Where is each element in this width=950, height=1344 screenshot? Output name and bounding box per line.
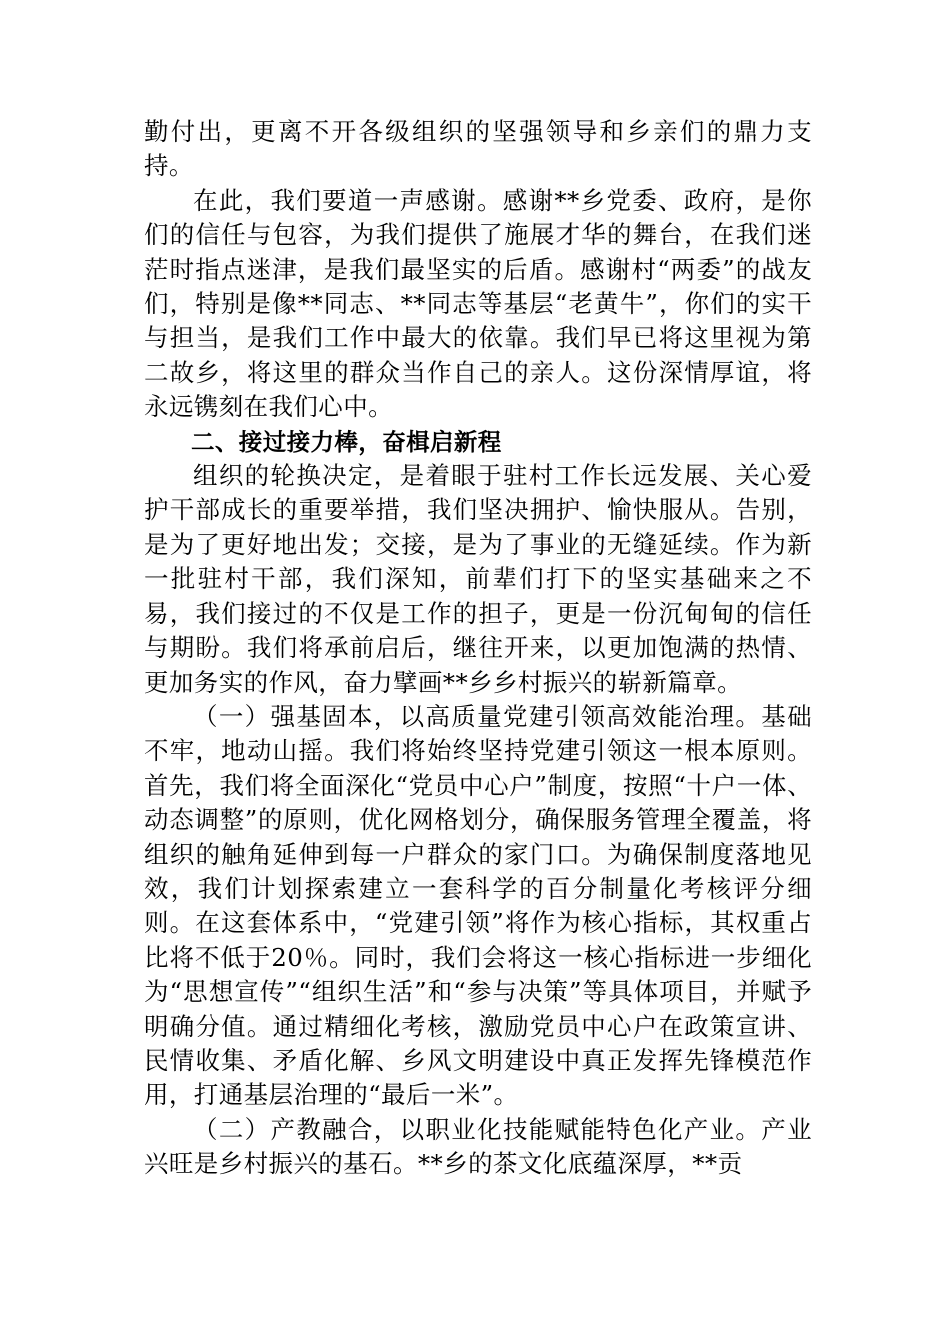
- paragraph-party-building: （一）强基固本，以高质量党建引领高效能治理。基础不牢，地动山摇。我们将始终坚持党建引领这一根本原则。首先，我们将全面深化“党员中心户”制度，按照“十户一体、动态调整”的原则，优化网格划分，确保服务管理全覆盖，将组织的触角延伸到每一户群众的家门口。为确保制度落地见效，我们计划探索建立一套科学的百分制量化考核评分细则。在这套体系中，“党建引领”将作为核心指标，其权重占比将不低于20％。同时，我们会将这一核心指标进一步细化为“思想宣传”“组织生活”和“参与决策”等具体项目，并赋予明确分值。通过精细化考核，激励党员中心户在政策宣讲、民情收集、矛盾化解、乡风文明建设中真正发挥先锋模范作用，打通基层治理的“最后一米”。: [144, 701, 812, 1110]
- paragraph-continuation: 勤付出，更离不开各级组织的坚强领导和乡亲们的鼎力支持。: [144, 117, 812, 181]
- document-body: [144, 115, 812, 1182]
- paragraph-industry: （二）产教融合，以职业化技能赋能特色化产业。产业兴旺是乡村振兴的基石。**乡的茶文化底蕴深厚，**贡: [144, 1114, 812, 1179]
- paragraph-rotation: 组织的轮换决定，是着眼于驻村工作长远发展、关心爱护干部成长的重要举措，我们坚决拥护、愉快服从。告别，是为了更好地出发；交接，是为了事业的无缝延续。作为新一批驻村干部，我们深知，前辈们打下的坚实基础来之不易，我们接过的不仅是工作的担子，更是一份沉甸甸的信任与期盼。我们将承前启后，继往开来，以更加饱满的热情、更加务实的作风，奋力擘画**乡乡村振兴的崭新篇章。: [144, 461, 812, 697]
- paragraph-thanks: 在此，我们要道一声感谢。感谢**乡党委、政府，是你们的信任与包容，为我们提供了施展才华的舞台，在我们迷茫时指点迷津，是我们最坚实的后盾。感谢村“两委”的战友们，特别是像**同志、**同志等基层“老黄牛”，你们的实干与担当，是我们工作中最大的依靠。我们早已将这里视为第二故乡，将这里的群众当作自己的亲人。这份深情厚谊，将永远镌刻在我们心中。: [144, 185, 812, 422]
- section-heading: 二、接过接力棒，奋楫启新程: [191, 427, 502, 456]
